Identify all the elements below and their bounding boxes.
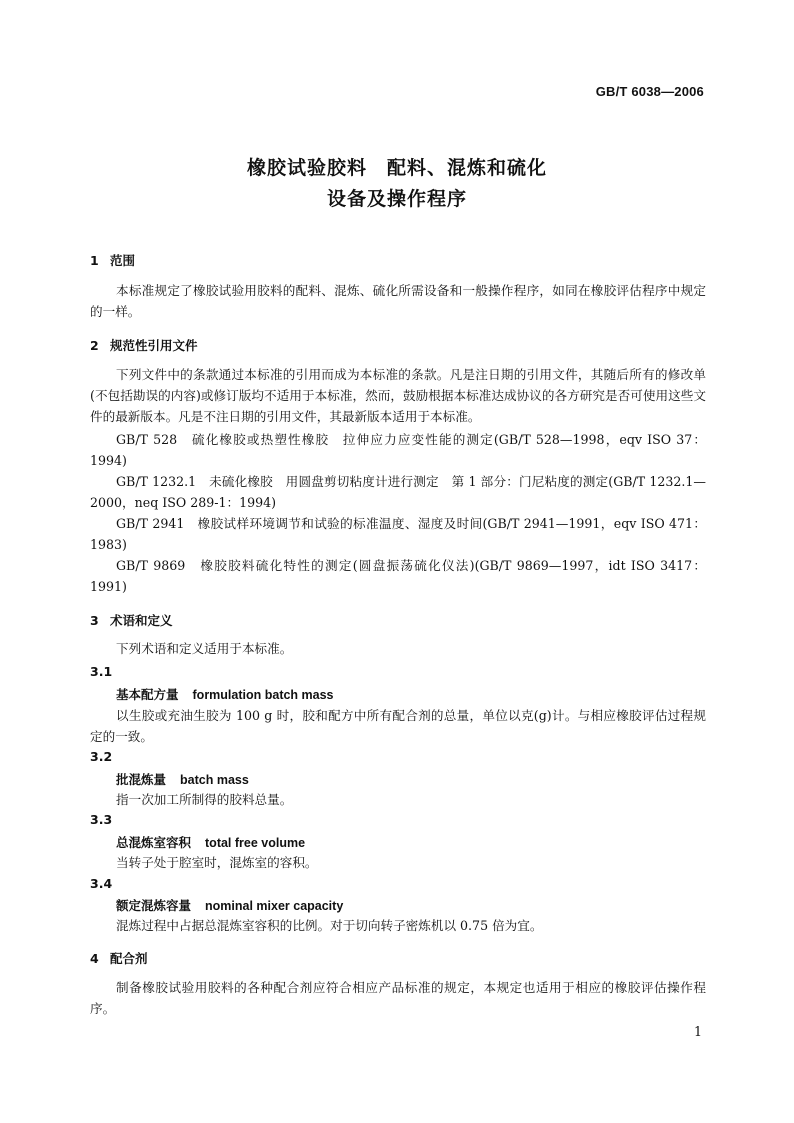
section-2-heading (90, 336, 198, 354)
term-definition: 混炼过程中占据总混炼室容积的比例。对于切向转子密炼机以 0.75 倍为宜。 (116, 918, 543, 933)
term-chinese: 批混炼量 (116, 772, 167, 787)
section-3-intro: 下列术语和定义适用于本标准。 (116, 641, 293, 656)
section-number: 4 (90, 951, 99, 966)
section-2-paragraph: 下列文件中的条款通过本标准的引用而成为本标准的条款。凡是注日期的引用文件，其随后所有的修改单(不包括勘误的内容)或修订版均不适用于本标准，然而，鼓励根据本标准达成协议的各方研究是否可使用这些文件的最新版本。凡是不注日期的引用文件，其最新版本适用于本标准。 (90, 367, 706, 424)
term-heading (116, 770, 249, 788)
section-1-paragraph: 本标准规定了橡胶试验用胶料的配料、混炼、硫化所需设备和一般操作程序，如同在橡胶评估程序中规定的一样。 (90, 283, 706, 319)
clause-number: 3.1 (90, 664, 113, 679)
term-definition: 以生胶或充油生胶为 100 g 时，胶和配方中所有配合剂的总量，单位以克(g)计。与相应橡胶评估过程规定的一致。 (90, 708, 706, 744)
document-title-line1: 橡胶试验胶料 配料、混炼和硫化 (246, 157, 547, 179)
clause-number: 3.4 (90, 876, 113, 891)
term-heading (116, 833, 305, 851)
section-number: 3 (90, 613, 99, 628)
section-title: 规范性引用文件 (110, 338, 198, 353)
reference-item: GB/T 2941 橡胶试样环境调节和试验的标准温度、湿度及时间(GB/T 2941—1991，eqv ISO 471：1983) (90, 516, 706, 552)
term-definition: 当转子处于腔室时，混炼室的容积。 (116, 855, 318, 870)
page-number: 1 (693, 1024, 702, 1039)
section-title: 范围 (110, 253, 136, 268)
reference-item: GB/T 9869 橡胶胶料硫化特性的测定(圆盘振荡硫化仪法)(GB/T 9869—1997，idt ISO 3417：1991) (90, 558, 706, 594)
section-4-paragraph: 制备橡胶试验用胶料的各种配合剂应符合相应产品标准的规定，本规定也适用于相应的橡胶评估操作程序。 (90, 980, 706, 1016)
section-4-heading (90, 949, 148, 967)
reference-item: GB/T 1232.1 未硫化橡胶 用圆盘剪切粘度计进行测定 第 1 部分：门尼粘度的测定(GB/T 1232.1—2000，neq ISO 289-1：1994) (90, 474, 706, 510)
section-3-heading (90, 611, 173, 629)
section-number: 1 (90, 253, 99, 268)
term-english: batch mass (180, 773, 249, 787)
clause-number: 3.2 (90, 749, 113, 764)
term-english: formulation batch mass (192, 688, 334, 702)
section-title: 术语和定义 (110, 613, 173, 628)
section-number: 2 (90, 338, 99, 353)
term-chinese: 基本配方量 (116, 687, 179, 702)
reference-item: GB/T 528 硫化橡胶或热塑性橡胶 拉伸应力应变性能的测定(GB/T 528—1998，eqv ISO 37：1994) (90, 432, 706, 468)
term-chinese: 总混炼室容积 (116, 835, 192, 850)
standard-code: GB/T 6038—2006 (595, 84, 704, 99)
term-heading (116, 685, 334, 703)
section-1-heading (90, 251, 135, 269)
term-heading (116, 896, 343, 914)
section-title: 配合剂 (110, 951, 148, 966)
term-chinese: 额定混炼容量 (116, 898, 192, 913)
document-title-line2: 设备及操作程序 (326, 188, 467, 210)
clause-number: 3.3 (90, 812, 113, 827)
term-english: total free volume (205, 836, 306, 850)
term-english: nominal mixer capacity (205, 899, 344, 913)
term-definition: 指一次加工所制得的胶料总量。 (116, 792, 293, 807)
